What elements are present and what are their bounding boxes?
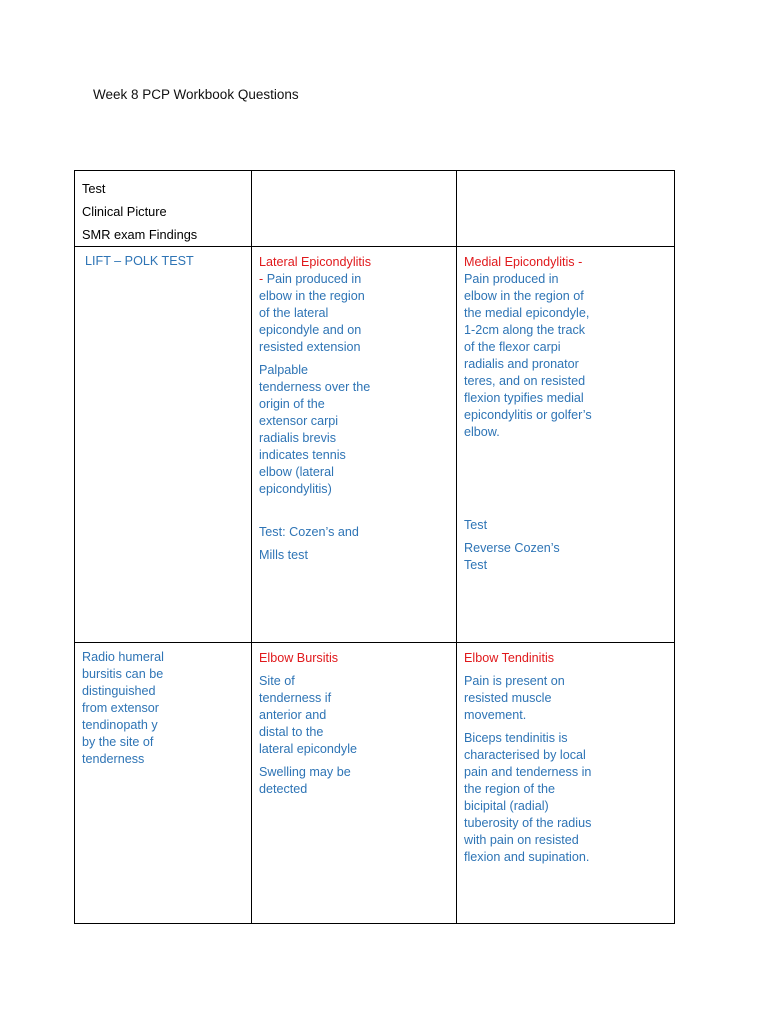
mills-test-label: Mills test <box>259 548 308 562</box>
bursitis-site-text: Site of tenderness if anterior and distal to the lateral epicondyle <box>259 674 358 756</box>
reverse-cozen-test-label: Reverse Cozen’s Test <box>464 541 560 572</box>
medial-epicondylitis-heading: Medial Epicondylitis <box>464 255 575 269</box>
palpable-tenderness-text: Palpable tenderness over the origin of the extensor carpi radialis brevis indicates tennis elbow (lateral epicondylitis) <box>259 363 371 496</box>
heading-dash: - <box>574 255 583 269</box>
biceps-tendinitis-text: Biceps tendinitis is characterised by local pain and tenderness in the region of the bicipital (radial) tuberosity of the radius with pain on resisted flexion and supination. <box>464 731 592 864</box>
header-clinical-picture-label: Clinical Picture <box>82 204 167 219</box>
table-header-row <box>75 171 675 247</box>
medial-epicondylitis-cell <box>457 247 675 643</box>
cozen-test-label: Test: Cozen’s and <box>259 525 359 539</box>
workbook-table <box>74 170 675 924</box>
lateral-epicondylitis-heading: Lateral Epicondylitis <box>259 255 372 269</box>
header-empty-cell <box>457 171 675 247</box>
table-row <box>75 643 675 924</box>
radio-humeral-text: Radio humeral bursitis can be distinguished from extensor tendinopath y by the site of tenderness <box>82 650 164 766</box>
header-empty-cell <box>252 171 457 247</box>
header-smr-label: SMR exam Findings <box>82 227 198 242</box>
bursitis-swelling-text: Swelling may be detected <box>259 765 351 796</box>
heading-dash: - <box>259 272 267 286</box>
header-test-label: Test <box>82 181 106 196</box>
lateral-epicondylitis-description: Pain produced in elbow in the region of the lateral epicondyle and on resisted extension <box>259 272 365 354</box>
lateral-epicondylitis-cell <box>252 247 457 643</box>
elbow-bursitis-cell <box>252 643 457 924</box>
radio-humeral-cell <box>75 643 252 924</box>
medial-test-label: Test <box>464 518 488 532</box>
lift-polk-test-label: LIFT – POLK TEST <box>85 254 194 268</box>
medial-epicondylitis-description: Pain produced in elbow in the region of the medial epicondyle, 1-2cm along the track of the flexor carpi radialis and pronator teres, and on resisted flexion typifies medial epicondylitis or golfer’s elbow. <box>464 272 592 439</box>
elbow-tendinitis-heading: Elbow Tendinitis <box>464 651 555 665</box>
test-name-cell <box>75 247 252 643</box>
tendinitis-pain-text: Pain is present on resisted muscle movement. <box>464 674 565 722</box>
elbow-tendinitis-cell <box>457 643 675 924</box>
elbow-bursitis-heading: Elbow Bursitis <box>259 651 339 665</box>
table-row <box>75 247 675 643</box>
header-cell <box>75 171 252 247</box>
page-title: Week 8 PCP Workbook Questions <box>93 87 299 102</box>
